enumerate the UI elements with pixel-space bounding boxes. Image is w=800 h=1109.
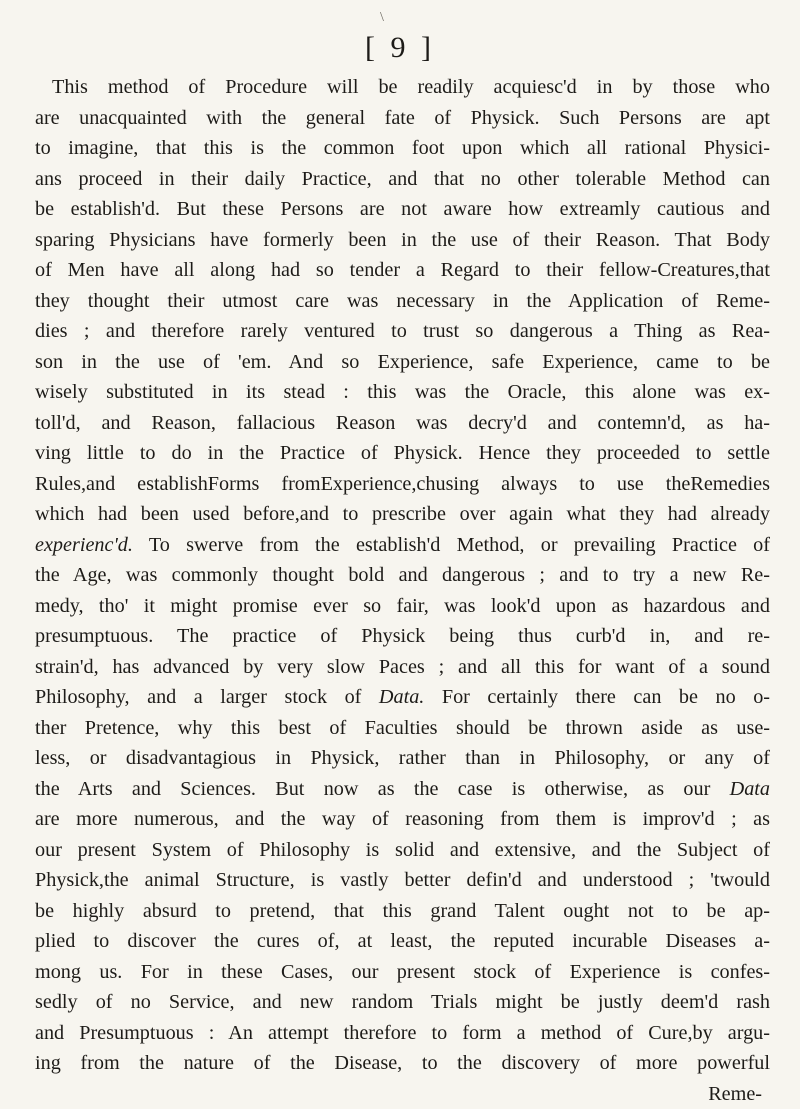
text-line [35, 347, 770, 378]
text-run: to imagine, that this is the common foot upon which all rational Physici- [35, 137, 770, 159]
text-line [35, 560, 770, 591]
text-run: plied to discover the cures of, at least, the reputed incurable Diseases a- [35, 930, 770, 952]
text-line [35, 469, 770, 500]
text-line [35, 103, 770, 134]
text-line [35, 957, 770, 988]
italic-term: Data. [379, 686, 424, 708]
text-run: To swerve from the establish'd Method, or prevailing Practice of [133, 534, 770, 556]
text-line [35, 438, 770, 469]
text-run: presumptuous. The practice of Physick being thus curb'd in, and re- [35, 625, 770, 647]
text-line [35, 652, 770, 683]
italic-term: experienc'd. [35, 534, 133, 556]
text-line [35, 621, 770, 652]
text-run: son in the use of 'em. And so Experience, safe Experience, came to be [35, 351, 770, 373]
text-run: and Presumptuous : An attempt therefore to form a method of Cure,by argu- [35, 1022, 770, 1044]
text-run: of Men have all along had so tender a Regard to their fellow-Creatures,that [35, 259, 770, 281]
text-run: ving little to do in the Practice of Physick. Hence they proceeded to settle [35, 442, 770, 464]
text-line [35, 255, 770, 286]
text-run: be establish'd. But these Persons are not aware how extreamly cautious and [35, 198, 770, 220]
text-run: are unacquainted with the general fate of Physick. Such Persons are apt [35, 107, 770, 129]
text-line [35, 926, 770, 957]
text-run: Rules,and establishForms fromExperience,chusing always to use theRemedies [35, 473, 770, 495]
text-line [35, 1048, 770, 1079]
text-line [35, 1018, 770, 1049]
text-run: mong us. For in these Cases, our present stock of Experience is confes- [35, 961, 770, 983]
text-run: wisely substituted in its stead : this was the Oracle, this alone was ex- [35, 381, 770, 403]
text-line [35, 865, 770, 896]
italic-term: Data [730, 778, 770, 800]
page-speck: \ [380, 10, 384, 26]
text-line [35, 72, 770, 103]
text-line [35, 987, 770, 1018]
text-line [35, 499, 770, 530]
text-run: strain'd, has advanced by very slow Paces ; and all this for want of a sound [35, 656, 770, 678]
text-run: ther Pretence, why this best of Faculties should be thrown aside as use- [35, 717, 770, 739]
text-line [35, 133, 770, 164]
text-run: Philosophy, and a larger stock of [35, 686, 379, 708]
text-line [35, 286, 770, 317]
text-run: the Arts and Sciences. But now as the case is otherwise, as our [35, 778, 730, 800]
text-run: sparing Physicians have formerly been in the use of their Reason. That Body [35, 229, 770, 251]
text-line [35, 713, 770, 744]
text-run: they thought their utmost care was necessary in the Application of Reme- [35, 290, 770, 312]
page-number: [ 9 ] [0, 28, 800, 68]
text-run: Physick,the animal Structure, is vastly better defin'd and understood ; 'twould [35, 869, 770, 891]
text-line [35, 377, 770, 408]
text-run: ing from the nature of the Disease, to the discovery of more powerful [35, 1052, 770, 1074]
text-run: This method of Procedure will be readily acquiesc'd in by those who [52, 76, 770, 98]
text-run: be highly absurd to pretend, that this grand Talent ought not to be ap- [35, 900, 770, 922]
text-run: For certainly there can be no o- [424, 686, 770, 708]
text-line [35, 743, 770, 774]
body-text [35, 72, 770, 1109]
text-run: Reme- [708, 1083, 762, 1105]
text-line [35, 408, 770, 439]
text-run: which had been used before,and to prescribe over again what they had already [35, 503, 770, 525]
text-line [35, 804, 770, 835]
text-line [35, 194, 770, 225]
text-line [35, 1079, 770, 1109]
text-line [35, 896, 770, 927]
text-run: toll'd, and Reason, fallacious Reason was decry'd and contemn'd, as ha- [35, 412, 770, 434]
text-run: sedly of no Service, and new random Trials might be justly deem'd rash [35, 991, 770, 1013]
text-run: the Age, was commonly thought bold and dangerous ; and to try a new Re- [35, 564, 770, 586]
text-run: dies ; and therefore rarely ventured to trust so dangerous a Thing as Rea- [35, 320, 770, 342]
text-run: medy, tho' it might promise ever so fair, was look'd upon as hazardous and [35, 595, 770, 617]
text-line [35, 316, 770, 347]
text-run: our present System of Philosophy is solid and extensive, and the Subject of [35, 839, 770, 861]
text-line [35, 774, 770, 805]
text-line [35, 591, 770, 622]
text-line [35, 225, 770, 256]
text-run: ans proceed in their daily Practice, and that no other tolerable Method can [35, 168, 770, 190]
text-run: less, or disadvantagious in Physick, rather than in Philosophy, or any of [35, 747, 770, 769]
text-line [35, 835, 770, 866]
text-run: are more numerous, and the way of reasoning from them is improv'd ; as [35, 808, 770, 830]
text-line [35, 682, 770, 713]
text-line [35, 530, 770, 561]
text-line [35, 164, 770, 195]
